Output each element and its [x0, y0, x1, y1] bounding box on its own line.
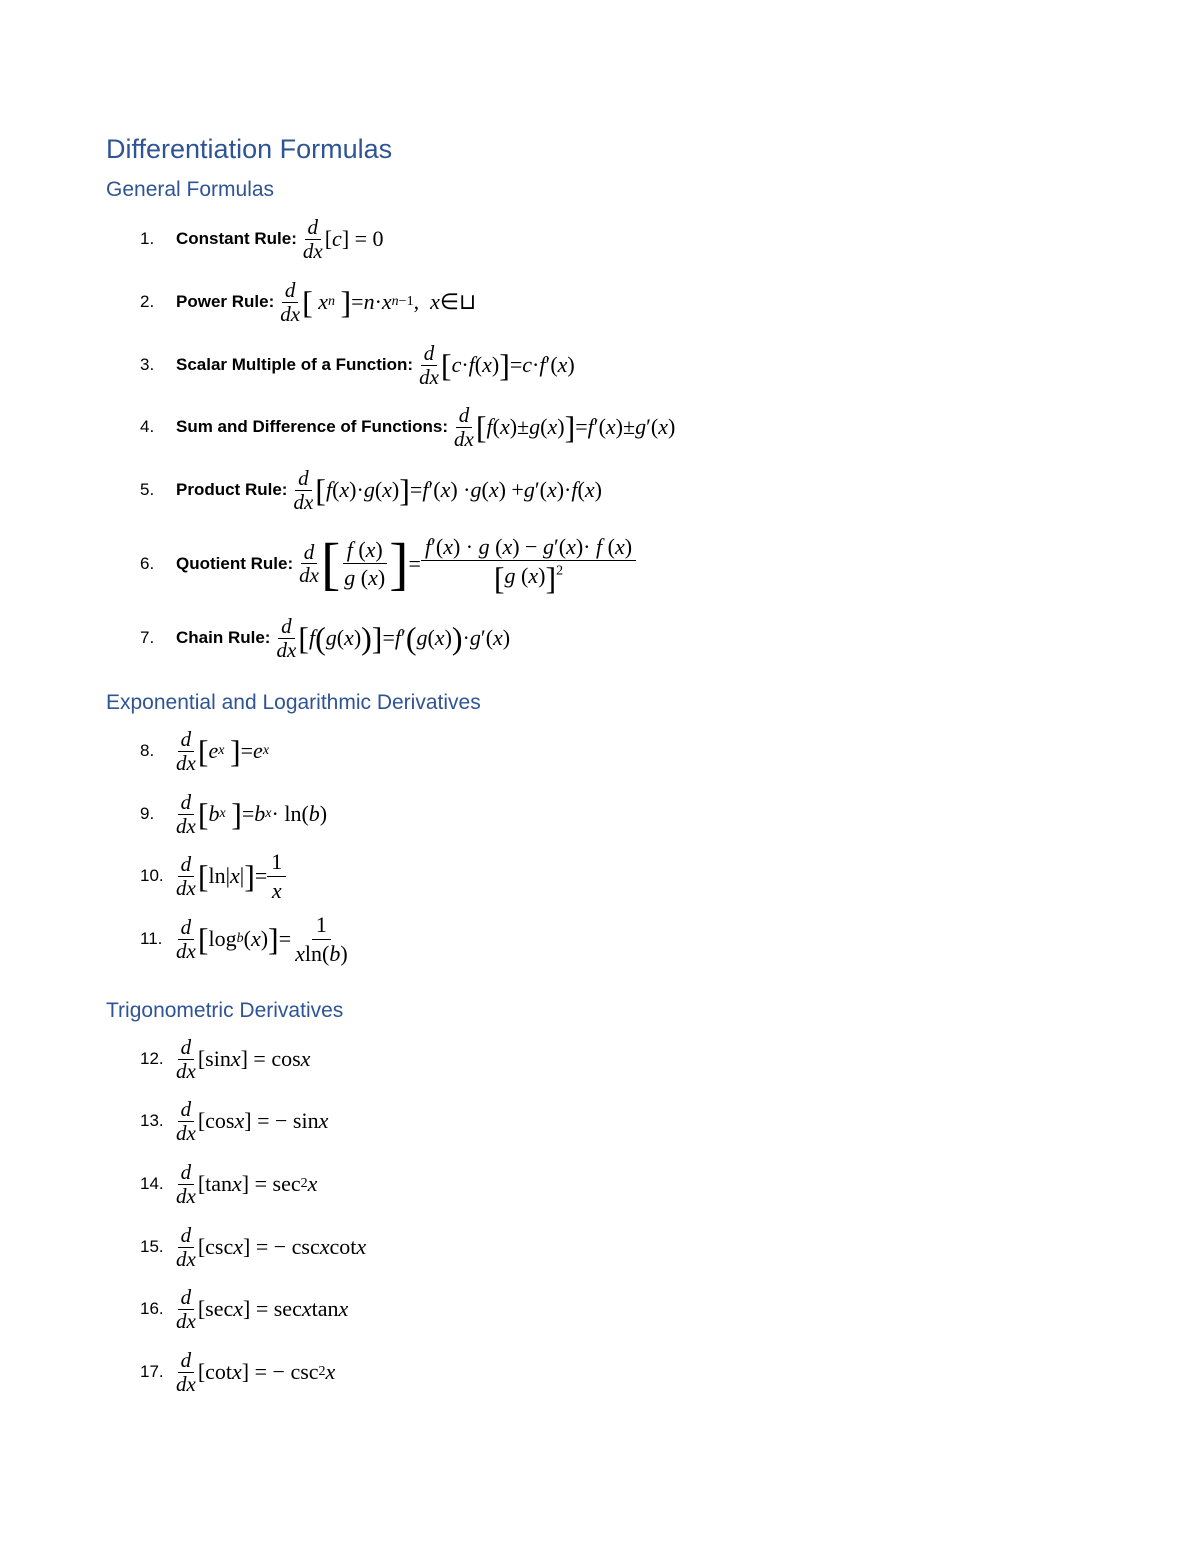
- formula-number: 14.: [140, 1174, 164, 1193]
- formula-row: [140, 399, 675, 455]
- formula-number: 12.: [140, 1049, 164, 1068]
- formula-row: [140, 337, 575, 393]
- formula-row: [140, 1156, 317, 1212]
- formula-label: Scalar Multiple of a Function:: [176, 355, 414, 374]
- formula-row: [140, 610, 510, 666]
- formula-expression: d dx [cos x ] = − sin x: [176, 1097, 329, 1145]
- formula-number: 8.: [140, 741, 155, 760]
- formula-row: [140, 1281, 348, 1337]
- formula-expression: d dx [ $\frac{f (x)}{g (x)}$ ] = $\frac{f'(x) \cdot g (x) - g'(x)\cdot f (x)}{[g (x)]^2}$: [299, 534, 636, 594]
- section-heading-general: General Formulas: [106, 178, 275, 201]
- formula-expression: d dx [ c ] = 0: [302, 215, 384, 263]
- formula-expression: d dx [ b x ] = b x · ln( b ): [176, 790, 328, 838]
- formula-row: [140, 911, 352, 967]
- formula-number: 2.: [140, 292, 155, 311]
- formula-label: Chain Rule:: [176, 628, 271, 647]
- formula-number: 13.: [140, 1111, 164, 1130]
- formula-number: 7.: [140, 628, 155, 647]
- formula-expression: d dx [ f ( g ( x ) ) ] = f ′ ( g ( x ) ) · g ′( x ): [276, 614, 511, 662]
- formula-expression: d dx [csc x ] = − csc x cot x: [176, 1223, 367, 1271]
- formula-number: 9.: [140, 804, 155, 823]
- formula-label: Constant Rule:: [176, 229, 297, 248]
- formula-number: 1.: [140, 229, 155, 248]
- formula-row: [140, 1344, 335, 1400]
- formula-row: [140, 211, 384, 267]
- formula-expression: d dx [ e x ] = e x: [176, 727, 270, 775]
- formula-number: 10.: [140, 866, 164, 885]
- formula-expression: d dx [ log b ( x ) ] = $\frac{1}{xln(b)}$: [176, 912, 348, 966]
- formula-row: [140, 848, 286, 904]
- formula-number: 17.: [140, 1362, 164, 1381]
- formula-row: [140, 786, 327, 842]
- formula-number: 15.: [140, 1237, 164, 1256]
- section-heading-trig: Trigonometric Derivatives: [106, 999, 344, 1022]
- formula-label: Sum and Difference of Functions:: [176, 417, 449, 436]
- formula-expression: d dx [ ln| x | ] = $\frac{1}{x}$: [176, 849, 286, 903]
- formula-label: Power Rule:: [176, 292, 275, 311]
- formula-row: [140, 1219, 366, 1275]
- formula-row: [140, 462, 602, 518]
- formula-row: [140, 723, 269, 779]
- formula-expression: d dx [ c · f ( x ) ] = c · f ′( x ): [419, 341, 575, 389]
- formula-number: 5.: [140, 480, 155, 499]
- formula-number: 16.: [140, 1299, 164, 1318]
- formula-expression: d dx [cot x ] = − csc 2 x: [176, 1348, 336, 1396]
- formula-label: Product Rule:: [176, 480, 288, 499]
- formula-number: 11.: [140, 929, 163, 948]
- formula-number: 6.: [140, 554, 155, 573]
- formula-expression: d dx [ f ( x )· g ( x ) ] = f ′( x ) · g ( x ) + g ′( x )· f ( x ): [293, 466, 602, 514]
- formula-expression: d dx [sin x ] = cos x: [176, 1035, 311, 1083]
- page-title: Differentiation Formulas: [106, 134, 393, 164]
- formula-number: 4.: [140, 417, 155, 436]
- formula-row: [140, 1093, 328, 1149]
- formula-expression: d dx [tan x ] = sec 2 x: [176, 1160, 318, 1208]
- formula-row: [140, 1031, 310, 1087]
- section-heading-exponential: Exponential and Logarithmic Derivatives: [106, 691, 481, 714]
- formula-expression: d dx [sec x ] = sec x tan x: [176, 1285, 349, 1333]
- formula-row: [140, 526, 636, 602]
- formula-expression: d dx [ f ( x )± g ( x ) ] = f ′( x )± g ′( x ): [454, 403, 676, 451]
- formula-number: 3.: [140, 355, 155, 374]
- formula-label: Quotient Rule:: [176, 554, 294, 573]
- formula-row: [140, 274, 476, 330]
- formula-expression: d dx [ x n ] = n · x n−1 , x ∈⊔: [280, 278, 477, 326]
